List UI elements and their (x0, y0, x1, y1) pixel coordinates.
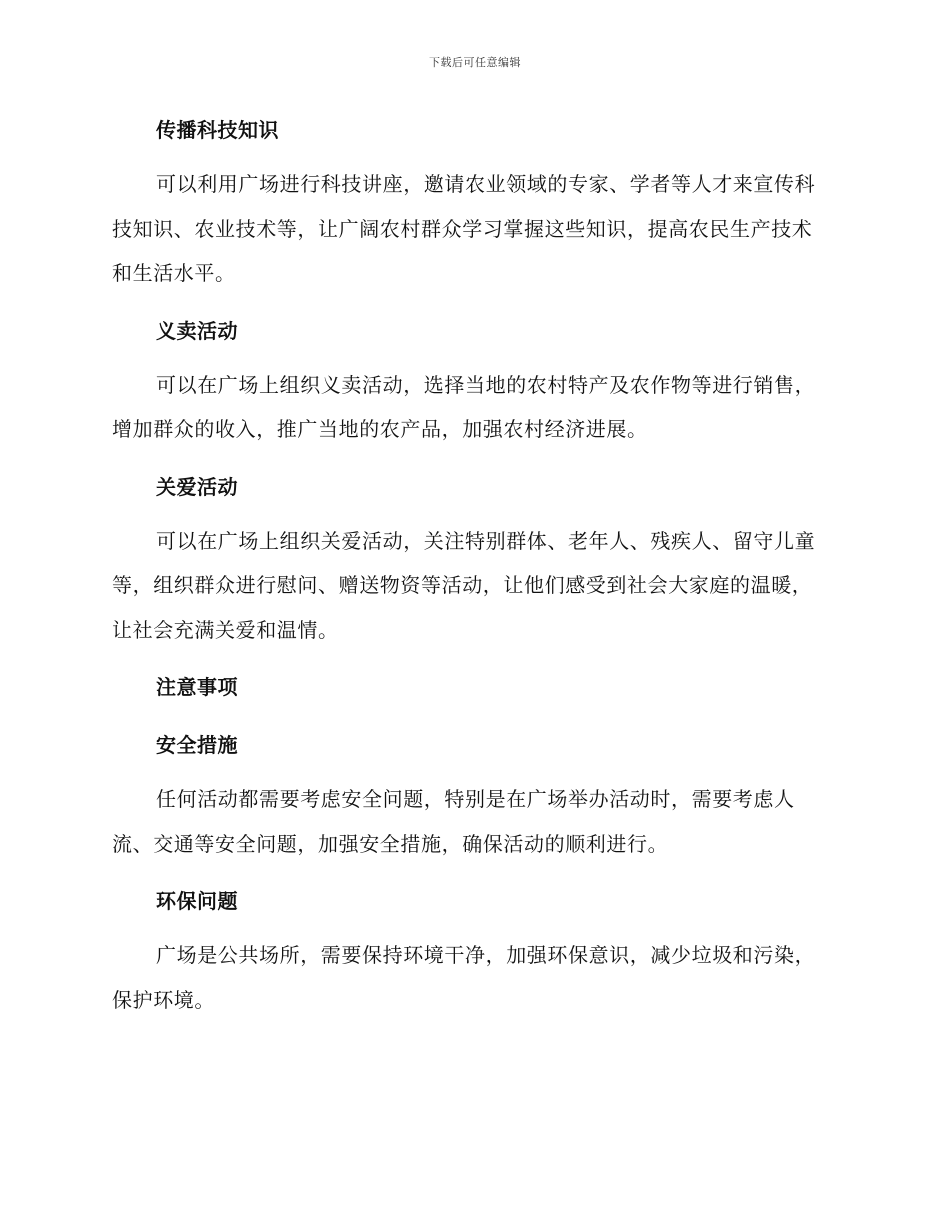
section-paragraph-charity-sale: 可以在广场上组织义卖活动，选择当地的农村特产及农作物等进行销售，增加群众的收入，推广当地的农产品，加强农村经济进展。 (112, 372, 816, 441)
section-heading-environmental: 环保问题 (156, 889, 238, 913)
page-header-note: 下载后可任意编辑 (429, 56, 521, 69)
document-body (112, 108, 832, 1035)
section-heading-tech-knowledge: 传播科技知识 (156, 118, 279, 142)
section-paragraph-tech-knowledge: 可以利用广场进行科技讲座，邀请农业领域的专家、学者等人才来宣传科技知识、农业技术等，让广阔农村群众学习掌握这些知识，提高农民生产技术和生活水平。 (112, 172, 816, 285)
section-paragraph-care-activity: 可以在广场上组织关爱活动，关注特别群体、老年人、残疾人、留守儿童等，组织群众进行慰问、赠送物资等活动，让他们感受到社会大家庭的温暖，让社会充满关爱和温情。 (112, 528, 816, 642)
section-paragraph-environmental: 广场是公共场所，需要保持环境干净，加强环保意识，减少垃圾和污染，保护环境。 (112, 943, 816, 1012)
section-heading-safety-measures: 安全措施 (156, 733, 238, 757)
section-heading-care-activity: 关爱活动 (156, 474, 238, 499)
section-heading-charity-sale: 义卖活动 (156, 318, 238, 343)
section-heading-precautions: 注意事项 (156, 675, 238, 699)
section-paragraph-safety-measures: 任何活动都需要考虑安全问题，特别是在广场举办活动时，需要考虑人流、交通等安全问题，加强安全措施，确保活动的顺利进行。 (112, 787, 795, 856)
